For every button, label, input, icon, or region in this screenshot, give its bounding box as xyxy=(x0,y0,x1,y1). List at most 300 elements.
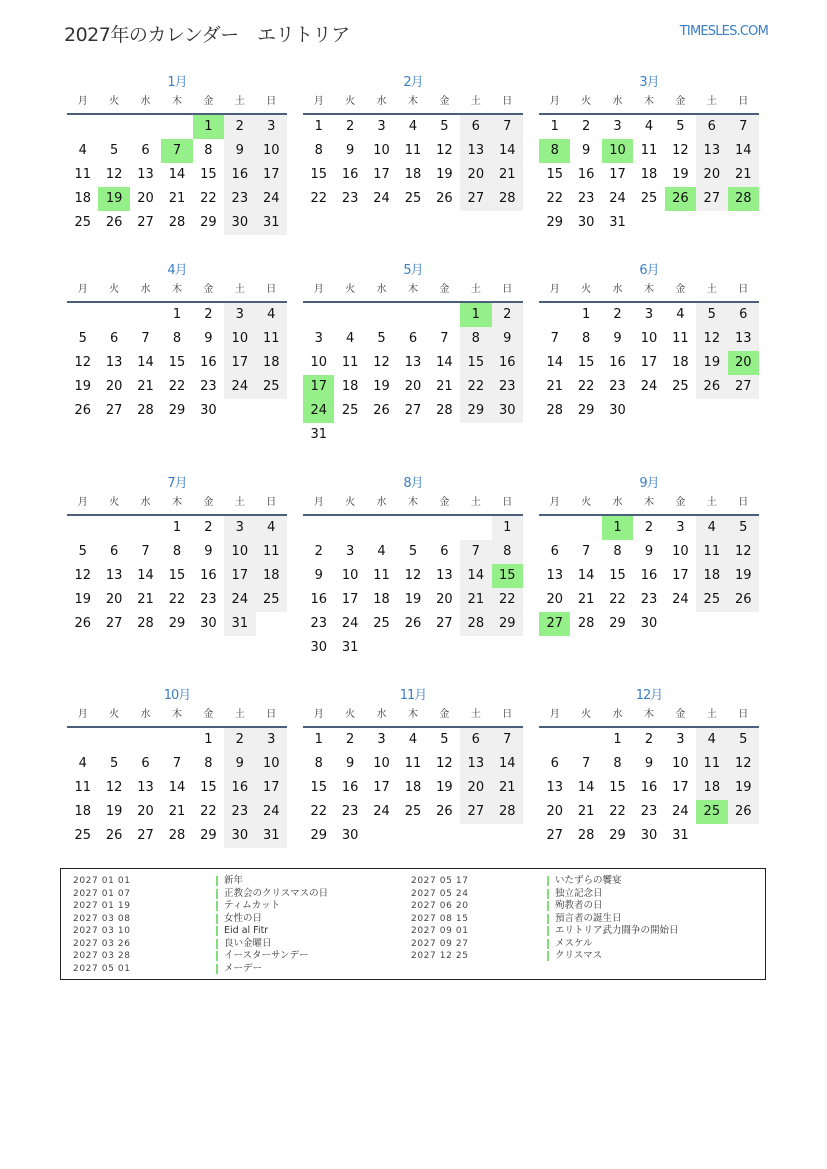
weekday-label: 日 xyxy=(738,709,749,720)
day-cell: 12 xyxy=(436,756,453,771)
holiday-date: 2027 05 01 xyxy=(73,963,131,974)
day-cell: 24 xyxy=(256,187,287,211)
day-cell: 31 xyxy=(310,427,327,442)
weekday-label: 水 xyxy=(140,284,151,295)
day-cell: 22 xyxy=(546,191,563,206)
day-cell: 7 xyxy=(440,331,449,346)
day-cell: 25 xyxy=(74,215,91,230)
holiday-day-cell: 1 xyxy=(193,115,224,139)
day-cell: 13 xyxy=(696,139,727,163)
holiday-day-cell: 26 xyxy=(665,187,696,211)
day-cell: 10 xyxy=(640,331,658,346)
day-cell: 4 xyxy=(696,728,727,752)
day-cell: 9 xyxy=(345,143,355,158)
day-cell: 2 xyxy=(345,732,355,747)
holiday-name: クリスマス xyxy=(547,951,602,961)
day-cell: 9 xyxy=(345,756,355,771)
day-cell: 9 xyxy=(204,331,213,346)
day-cell: 19 xyxy=(74,592,91,607)
day-cell: 8 xyxy=(613,544,622,559)
day-cell: 16 xyxy=(341,167,359,182)
day-cell: 14 xyxy=(168,167,186,182)
day-cell: 12 xyxy=(74,568,91,583)
day-cell: 9 xyxy=(581,143,591,158)
day-cell: 2 xyxy=(204,307,213,322)
weekday-label: 月 xyxy=(313,284,324,295)
day-cell: 15 xyxy=(168,568,186,583)
day-cell: 3 xyxy=(676,732,685,747)
day-cell: 30 xyxy=(640,616,658,631)
day-cell: 25 xyxy=(696,588,727,612)
weekday-label: 火 xyxy=(345,96,356,107)
day-cell: 24 xyxy=(640,379,658,394)
holiday-name: メーデー xyxy=(216,964,262,974)
day-cell: 11 xyxy=(404,756,422,771)
day-cell: 29 xyxy=(577,403,595,418)
day-cell: 13 xyxy=(137,780,154,795)
weekday-label: 金 xyxy=(203,96,214,107)
day-cell: 25 xyxy=(256,588,287,612)
weekday-label: 木 xyxy=(407,96,418,107)
day-cell: 13 xyxy=(105,355,123,370)
day-cell: 18 xyxy=(341,379,359,394)
day-cell: 23 xyxy=(224,187,255,211)
day-cell: 28 xyxy=(137,403,154,418)
day-cell: 10 xyxy=(341,568,359,583)
day-grid xyxy=(539,115,759,235)
day-cell: 4 xyxy=(644,119,654,134)
day-cell: 11 xyxy=(74,167,91,182)
day-cell: 2 xyxy=(314,544,323,559)
day-cell: 16 xyxy=(200,355,217,370)
day-cell: 15 xyxy=(577,355,595,370)
day-cell: 14 xyxy=(492,752,523,776)
day-cell: 6 xyxy=(440,544,449,559)
day-grid xyxy=(67,516,287,636)
day-cell: 17 xyxy=(224,564,255,588)
day-cell: 21 xyxy=(137,592,154,607)
day-cell: 7 xyxy=(141,544,150,559)
day-cell: 5 xyxy=(109,756,119,771)
day-cell: 1 xyxy=(314,732,323,747)
day-cell: 17 xyxy=(640,355,658,370)
day-cell: 6 xyxy=(550,756,559,771)
day-cell: 12 xyxy=(74,355,91,370)
day-cell: 16 xyxy=(640,568,658,583)
day-cell: 18 xyxy=(256,564,287,588)
day-cell: 14 xyxy=(137,355,154,370)
day-cell: 24 xyxy=(373,191,390,206)
day-cell: 12 xyxy=(728,540,759,564)
holiday-name: イースターサンデー xyxy=(216,951,309,961)
empty-cell xyxy=(98,516,129,540)
day-cell: 23 xyxy=(200,592,217,607)
weekday-label: 月 xyxy=(313,497,324,508)
day-cell: 5 xyxy=(728,728,759,752)
holiday-name: いたずらの饗宴 xyxy=(547,876,622,886)
day-cell: 30 xyxy=(310,640,327,655)
day-cell: 27 xyxy=(105,616,123,631)
day-cell: 26 xyxy=(74,403,91,418)
day-cell: 23 xyxy=(200,379,217,394)
weekday-label: 木 xyxy=(171,709,182,720)
weekday-label: 土 xyxy=(706,709,717,720)
day-cell: 12 xyxy=(696,327,727,351)
day-cell: 18 xyxy=(74,191,91,206)
day-cell: 30 xyxy=(200,403,217,418)
day-cell: 7 xyxy=(550,331,559,346)
holiday-name: エリトリア武力闘争の開始日 xyxy=(547,926,679,936)
day-cell: 12 xyxy=(728,752,759,776)
day-cell: 19 xyxy=(74,379,91,394)
day-cell: 31 xyxy=(672,828,689,843)
day-cell: 4 xyxy=(377,544,386,559)
holiday-day-cell: 1 xyxy=(460,303,491,327)
weekday-header xyxy=(539,91,759,115)
day-cell: 15 xyxy=(310,167,327,182)
day-cell: 17 xyxy=(341,592,359,607)
day-cell: 28 xyxy=(577,616,595,631)
weekday-label: 月 xyxy=(549,709,560,720)
day-cell: 31 xyxy=(224,612,255,636)
month-name: 10月 xyxy=(163,688,191,703)
empty-cell xyxy=(161,728,192,752)
day-cell: 3 xyxy=(224,303,255,327)
weekday-label: 日 xyxy=(502,497,513,508)
day-cell: 10 xyxy=(373,756,390,771)
month-block xyxy=(539,74,759,235)
month-name: 3月 xyxy=(639,75,659,90)
day-cell: 21 xyxy=(436,379,453,394)
day-cell: 23 xyxy=(310,616,327,631)
weekday-label: 土 xyxy=(470,709,481,720)
empty-cell xyxy=(67,728,98,752)
weekday-header xyxy=(303,704,523,728)
day-cell: 17 xyxy=(256,776,287,800)
day-cell: 19 xyxy=(436,167,453,182)
day-cell: 12 xyxy=(105,167,123,182)
weekday-label: 水 xyxy=(612,709,623,720)
day-cell: 7 xyxy=(728,115,759,139)
weekday-label: 水 xyxy=(140,497,151,508)
month-name: 12月 xyxy=(635,688,663,703)
day-cell: 4 xyxy=(696,516,727,540)
month-name: 5月 xyxy=(403,263,423,278)
day-cell: 31 xyxy=(256,824,287,848)
day-cell: 22 xyxy=(609,804,626,819)
empty-cell xyxy=(303,516,334,540)
day-cell: 16 xyxy=(310,592,327,607)
day-cell: 18 xyxy=(696,776,727,800)
holiday-name: 殉教者の日 xyxy=(547,901,603,911)
day-cell: 15 xyxy=(168,355,186,370)
empty-cell xyxy=(570,516,601,540)
day-cell: 1 xyxy=(550,119,559,134)
day-cell: 27 xyxy=(728,375,759,399)
day-cell: 18 xyxy=(256,351,287,375)
holiday-date: 2027 09 27 xyxy=(411,938,469,949)
day-cell: 13 xyxy=(137,167,154,182)
holiday-day-cell: 8 xyxy=(539,139,570,163)
day-cell: 22 xyxy=(310,191,327,206)
holiday-name: ティムカット xyxy=(216,901,280,911)
day-grid xyxy=(67,728,287,848)
day-cell: 27 xyxy=(546,828,563,843)
day-cell: 11 xyxy=(256,327,287,351)
day-cell: 27 xyxy=(404,403,422,418)
empty-cell xyxy=(130,516,161,540)
empty-cell xyxy=(130,303,161,327)
day-cell: 27 xyxy=(460,187,491,211)
weekday-label: 月 xyxy=(549,284,560,295)
holiday-date: 2027 03 28 xyxy=(73,951,131,961)
day-cell: 2 xyxy=(345,119,355,134)
weekday-label: 金 xyxy=(439,96,450,107)
day-cell: 17 xyxy=(373,167,390,182)
holiday-date: 2027 01 07 xyxy=(73,888,131,899)
day-cell: 26 xyxy=(105,828,123,843)
day-cell: 8 xyxy=(204,756,213,771)
day-cell: 9 xyxy=(224,752,255,776)
weekday-label: 木 xyxy=(171,284,182,295)
day-cell: 21 xyxy=(492,163,523,187)
weekday-label: 月 xyxy=(313,96,324,107)
day-cell: 17 xyxy=(672,780,689,795)
weekday-label: 水 xyxy=(140,709,151,720)
holiday-date: 2027 08 15 xyxy=(411,913,469,924)
day-cell: 23 xyxy=(609,379,626,394)
day-cell: 14 xyxy=(728,139,759,163)
empty-cell xyxy=(98,303,129,327)
day-cell: 8 xyxy=(613,756,622,771)
day-cell: 2 xyxy=(581,119,591,134)
weekday-label: 金 xyxy=(439,497,450,508)
weekday-label: 水 xyxy=(612,284,623,295)
weekday-label: 月 xyxy=(77,497,88,508)
weekday-label: 日 xyxy=(738,284,749,295)
day-cell: 5 xyxy=(109,143,119,158)
day-cell: 7 xyxy=(141,331,150,346)
day-cell: 8 xyxy=(314,756,323,771)
holiday-date: 2027 03 08 xyxy=(73,913,131,924)
day-cell: 7 xyxy=(172,756,182,771)
day-cell: 16 xyxy=(200,568,217,583)
day-cell: 28 xyxy=(168,215,186,230)
day-cell: 24 xyxy=(224,588,255,612)
day-cell: 3 xyxy=(676,520,685,535)
day-cell: 16 xyxy=(492,351,523,375)
day-cell: 8 xyxy=(314,143,323,158)
day-cell: 30 xyxy=(224,211,255,235)
day-cell: 24 xyxy=(373,804,390,819)
weekday-label: 火 xyxy=(581,96,592,107)
day-cell: 19 xyxy=(105,804,123,819)
empty-cell xyxy=(539,303,570,327)
day-cell: 11 xyxy=(672,331,689,346)
day-cell: 28 xyxy=(436,403,453,418)
day-cell: 29 xyxy=(609,616,626,631)
day-cell: 20 xyxy=(105,592,123,607)
day-cell: 20 xyxy=(137,191,154,206)
weekday-label: 土 xyxy=(234,709,245,720)
day-cell: 1 xyxy=(204,732,213,747)
day-cell: 15 xyxy=(609,568,626,583)
day-cell: 4 xyxy=(676,307,685,322)
day-cell: 13 xyxy=(728,327,759,351)
weekday-label: 月 xyxy=(77,96,88,107)
weekday-header xyxy=(67,91,287,115)
holiday-name: 女性の日 xyxy=(216,914,262,924)
day-cell: 2 xyxy=(492,303,523,327)
day-cell: 5 xyxy=(696,303,727,327)
day-cell: 5 xyxy=(440,732,449,747)
day-cell: 1 xyxy=(581,307,591,322)
day-grid xyxy=(67,303,287,423)
day-grid xyxy=(539,303,759,423)
holiday-day-cell: 7 xyxy=(161,139,192,163)
day-cell: 23 xyxy=(577,191,595,206)
day-cell: 22 xyxy=(168,592,186,607)
holiday-name: Eid al Fitr xyxy=(216,926,268,936)
weekday-header xyxy=(303,492,523,516)
day-cell: 7 xyxy=(492,115,523,139)
day-cell: 29 xyxy=(609,828,626,843)
day-cell: 9 xyxy=(613,331,622,346)
day-cell: 30 xyxy=(200,616,217,631)
empty-cell xyxy=(460,516,491,540)
weekday-label: 水 xyxy=(612,96,623,107)
day-grid xyxy=(539,516,759,636)
day-cell: 9 xyxy=(224,139,255,163)
day-cell: 28 xyxy=(137,616,154,631)
day-cell: 6 xyxy=(460,115,491,139)
day-cell: 21 xyxy=(728,163,759,187)
day-cell: 29 xyxy=(492,612,523,636)
weekday-label: 火 xyxy=(345,497,356,508)
weekday-label: 日 xyxy=(738,497,749,508)
day-cell: 1 xyxy=(172,307,182,322)
month-block xyxy=(67,475,287,636)
day-cell: 10 xyxy=(310,355,327,370)
day-cell: 20 xyxy=(696,163,727,187)
day-cell: 12 xyxy=(436,143,453,158)
weekday-label: 水 xyxy=(612,497,623,508)
day-cell: 10 xyxy=(256,139,287,163)
day-cell: 4 xyxy=(345,331,355,346)
weekday-label: 金 xyxy=(675,497,686,508)
day-cell: 11 xyxy=(373,568,390,583)
day-cell: 31 xyxy=(609,215,626,230)
month-name: 4月 xyxy=(167,263,187,278)
day-cell: 22 xyxy=(310,804,327,819)
day-cell: 25 xyxy=(341,403,359,418)
day-cell: 22 xyxy=(609,592,626,607)
day-cell: 15 xyxy=(200,167,217,182)
weekday-header xyxy=(539,279,759,303)
day-grid xyxy=(303,115,523,211)
weekday-label: 日 xyxy=(266,709,277,720)
day-cell: 6 xyxy=(141,143,150,158)
weekday-label: 金 xyxy=(203,497,214,508)
holiday-day-cell: 28 xyxy=(728,187,759,211)
day-cell: 26 xyxy=(436,804,453,819)
day-cell: 16 xyxy=(224,776,255,800)
day-cell: 14 xyxy=(168,780,186,795)
day-cell: 22 xyxy=(168,379,186,394)
day-cell: 9 xyxy=(644,756,654,771)
weekday-label: 木 xyxy=(171,96,182,107)
day-cell: 29 xyxy=(168,616,186,631)
day-cell: 4 xyxy=(408,119,418,134)
day-cell: 29 xyxy=(168,403,186,418)
day-cell: 13 xyxy=(546,780,563,795)
day-cell: 2 xyxy=(613,307,622,322)
day-cell: 20 xyxy=(460,163,491,187)
day-cell: 17 xyxy=(373,780,390,795)
day-cell: 11 xyxy=(74,780,91,795)
weekday-header xyxy=(303,91,523,115)
weekday-label: 火 xyxy=(345,284,356,295)
day-cell: 17 xyxy=(224,351,255,375)
day-cell: 9 xyxy=(492,327,523,351)
day-cell: 4 xyxy=(408,732,418,747)
day-cell: 12 xyxy=(404,568,422,583)
empty-cell xyxy=(539,516,570,540)
day-cell: 23 xyxy=(341,191,359,206)
day-cell: 30 xyxy=(609,403,626,418)
weekday-label: 水 xyxy=(376,284,387,295)
day-cell: 11 xyxy=(696,752,727,776)
day-cell: 4 xyxy=(78,756,87,771)
weekday-label: 木 xyxy=(407,497,418,508)
empty-cell xyxy=(570,728,601,752)
day-cell: 5 xyxy=(676,119,685,134)
day-cell: 20 xyxy=(105,379,123,394)
day-cell: 27 xyxy=(696,187,727,211)
day-cell: 21 xyxy=(168,804,186,819)
day-cell: 24 xyxy=(341,616,359,631)
day-cell: 23 xyxy=(640,804,658,819)
day-cell: 11 xyxy=(696,540,727,564)
day-cell: 28 xyxy=(492,187,523,211)
month-block xyxy=(539,687,759,848)
weekday-header xyxy=(539,704,759,728)
weekday-label: 土 xyxy=(706,497,717,508)
day-cell: 24 xyxy=(672,804,689,819)
weekday-label: 木 xyxy=(643,284,654,295)
day-cell: 26 xyxy=(404,616,422,631)
holiday-date: 2027 09 01 xyxy=(411,926,469,936)
day-cell: 23 xyxy=(492,375,523,399)
site-logo[interactable]: TIMESLES.COM xyxy=(679,24,768,39)
day-cell: 12 xyxy=(672,143,689,158)
day-cell: 2 xyxy=(644,520,654,535)
day-cell: 30 xyxy=(224,824,255,848)
day-cell: 25 xyxy=(256,375,287,399)
empty-cell xyxy=(539,728,570,752)
empty-cell xyxy=(130,728,161,752)
day-grid xyxy=(303,303,523,447)
day-cell: 23 xyxy=(341,804,359,819)
day-grid xyxy=(303,516,523,660)
day-cell: 25 xyxy=(74,828,91,843)
holiday-name: 独立記念日 xyxy=(547,889,603,899)
month-name: 2月 xyxy=(403,75,423,90)
day-cell: 25 xyxy=(672,379,689,394)
day-cell: 6 xyxy=(141,756,150,771)
day-cell: 14 xyxy=(460,564,491,588)
day-cell: 11 xyxy=(256,540,287,564)
